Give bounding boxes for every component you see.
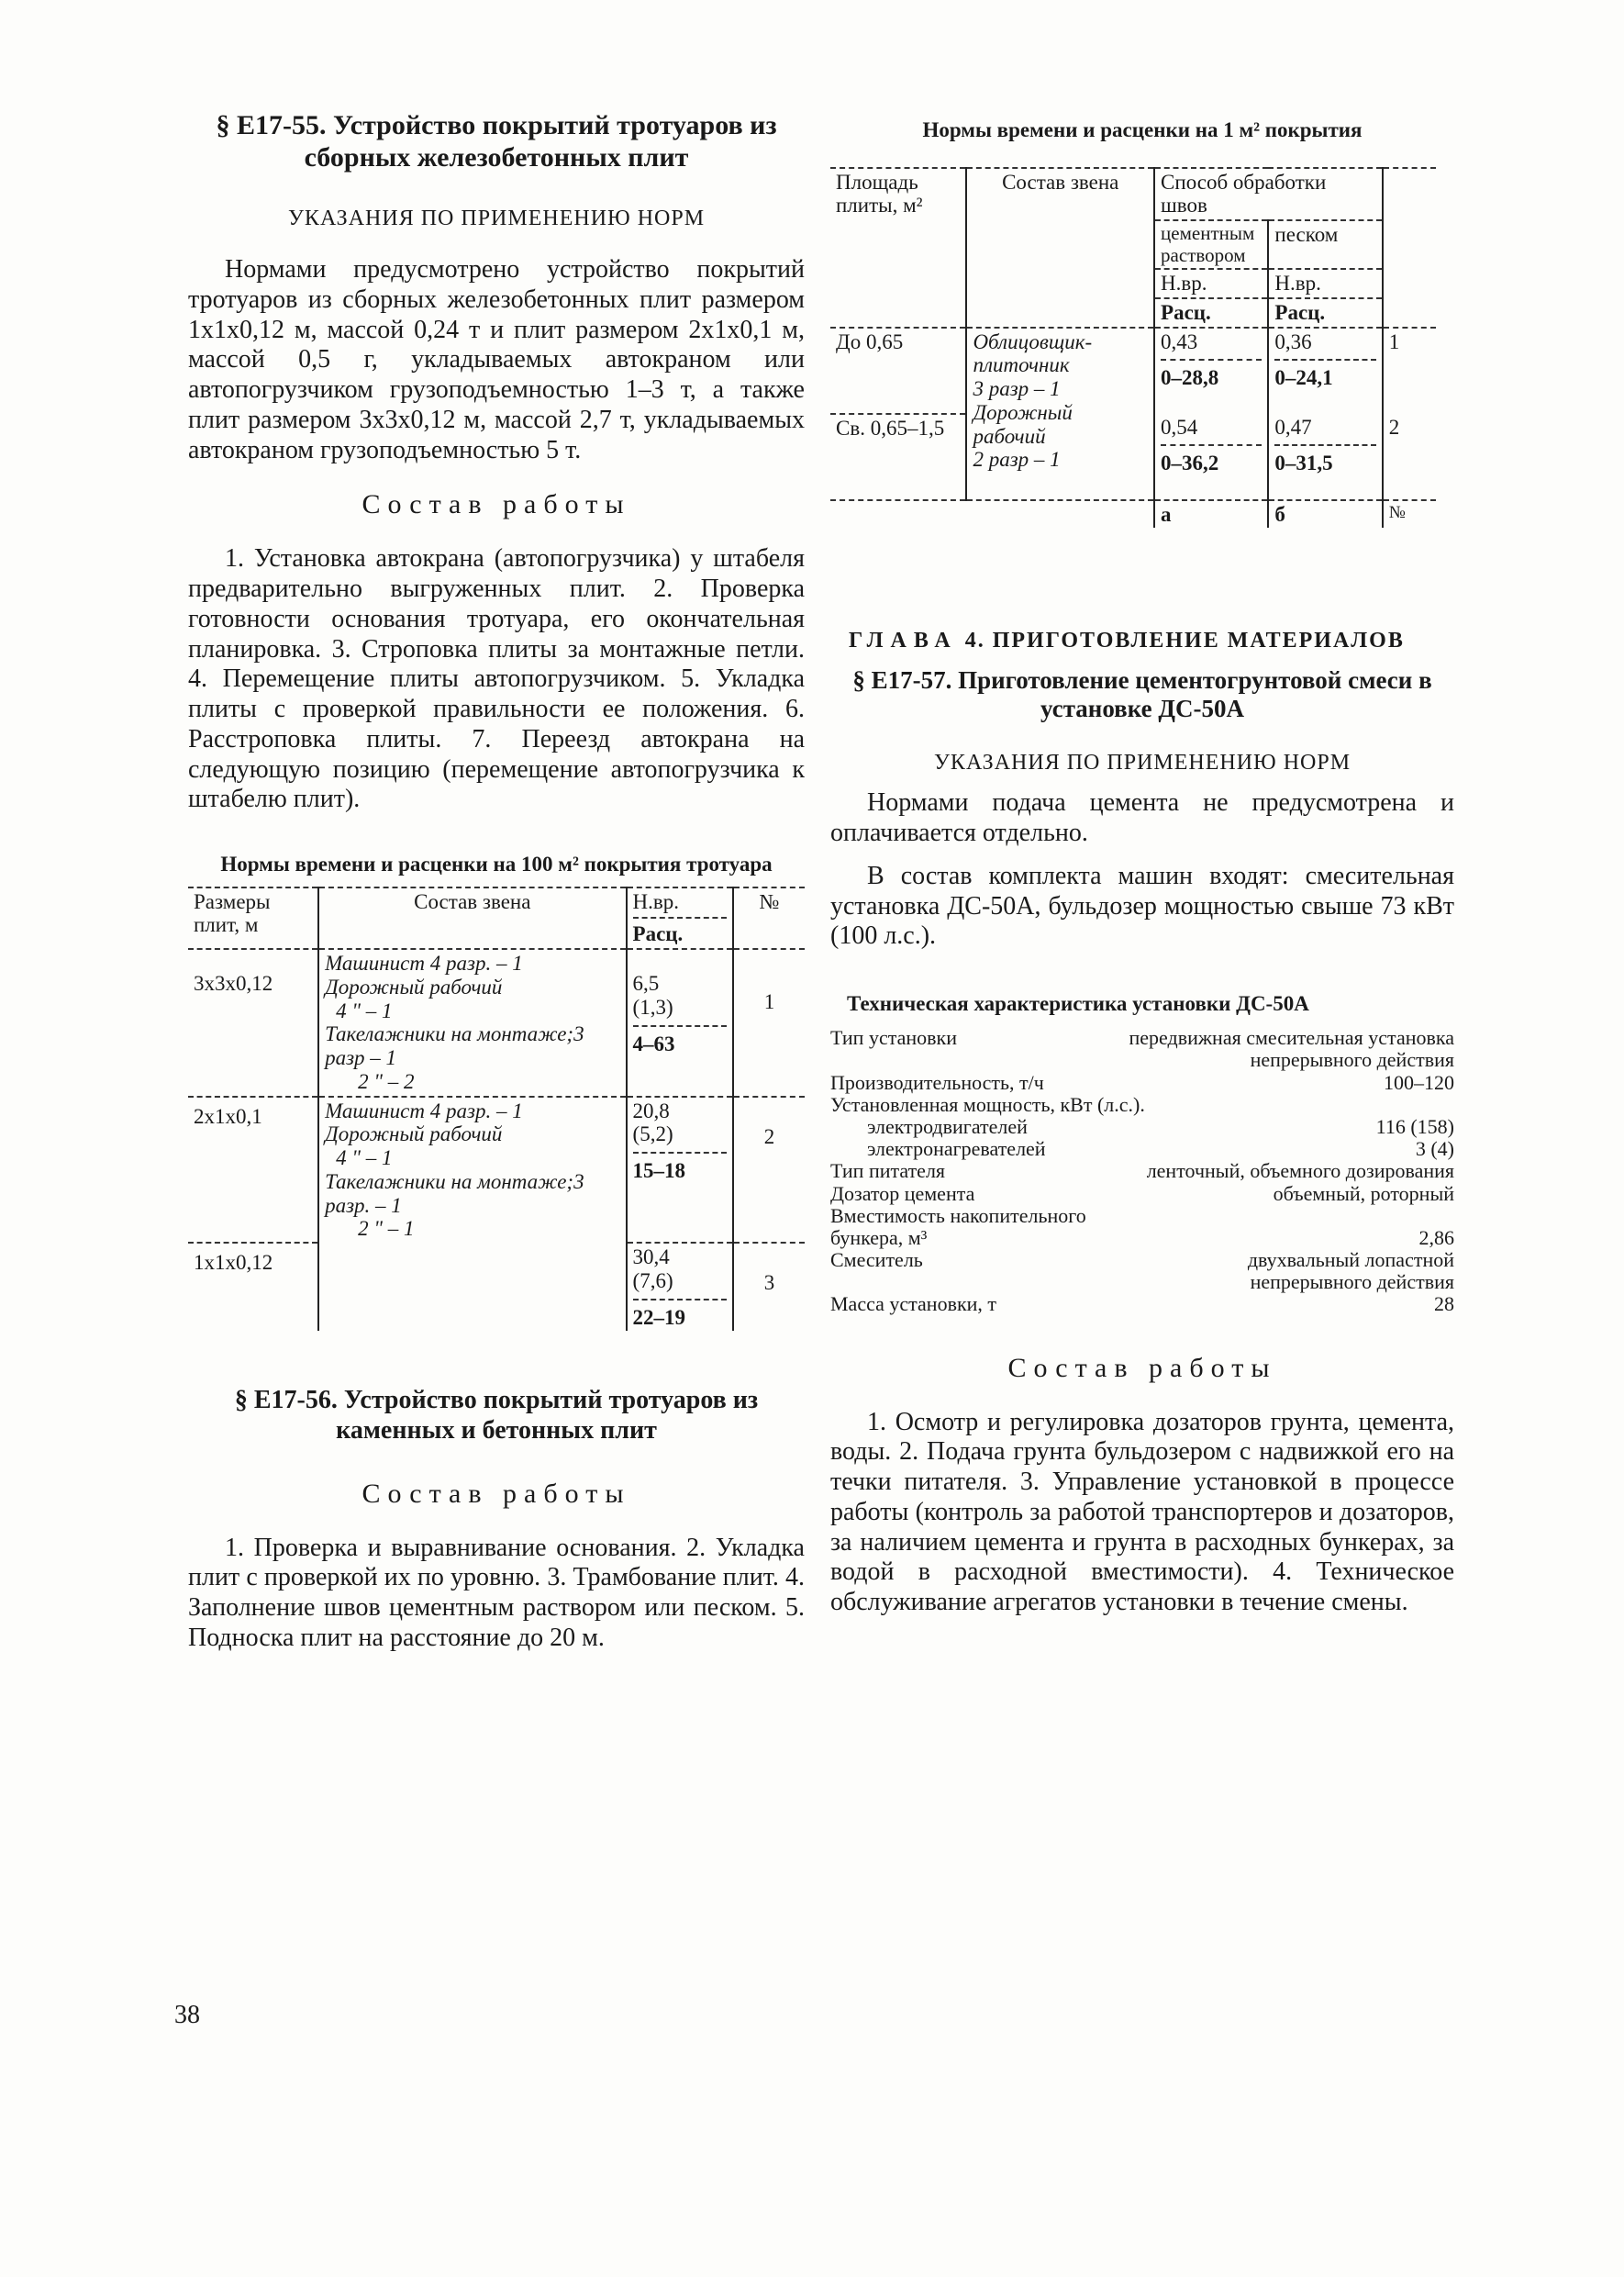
- header-crew: Состав звена: [966, 168, 1154, 328]
- spec-row: [830, 1160, 1454, 1182]
- row2-crew-line: Такелажники на монтаже;3 разр. – 1: [325, 1169, 584, 1217]
- spec-value: ленточный, объемного дозирования: [1146, 1159, 1454, 1183]
- row2-crew-line: Машинист 4 разр. – 1: [325, 1099, 523, 1122]
- norms-table-1m2: [830, 167, 1436, 529]
- row1-no: 1: [733, 949, 805, 1097]
- row3-nvr: [627, 1243, 733, 1331]
- row2-area: Св. 0,65–1,5: [830, 414, 966, 500]
- row2-size: 2х1х0,1: [188, 1097, 318, 1244]
- spec-label: Установленная мощность, кВт (л.с.).: [830, 1092, 1145, 1116]
- header-size: Размеры плит, м: [188, 887, 318, 950]
- row3-size: 1х1х0,12: [188, 1243, 318, 1331]
- header-no-blank: [1383, 269, 1436, 298]
- row1-crew-line: 2 " – 2: [358, 1069, 415, 1093]
- chapter-title: 4. ПРИГОТОВЛЕНИЕ МАТЕРИАЛОВ: [964, 629, 1405, 653]
- row1-sand: [1268, 328, 1382, 414]
- row2-sand: [1268, 414, 1382, 500]
- row2-cement: [1154, 414, 1268, 500]
- row1-cement: [1154, 328, 1268, 414]
- row2-no: 2: [1388, 415, 1400, 439]
- row1-crew-line: 4 " – 1: [336, 999, 393, 1022]
- spec-row: [830, 1249, 1454, 1293]
- spec-value: 100–120: [1384, 1070, 1454, 1094]
- row2-nvr-brackets: (5,2): [632, 1122, 673, 1146]
- spec-value: двухвальный лопастной непрерывного действия: [1247, 1248, 1454, 1294]
- header-no-blank: [1383, 298, 1436, 328]
- row3-rasc: 22–19: [633, 1299, 727, 1330]
- row2-cement-rasc: 0–36,2: [1161, 444, 1262, 475]
- table-header-row: [830, 168, 1436, 221]
- row3-nvr-value: 30,4: [632, 1245, 670, 1269]
- row2-nvr: [627, 1097, 733, 1244]
- row1-sand-rasc: 0–24,1: [1274, 359, 1375, 390]
- row2-crew-line: 2 " – 1: [358, 1217, 415, 1241]
- row1-rasc: 4–63: [633, 1025, 727, 1056]
- crew-cell: [966, 328, 1154, 500]
- header-no-blank: [1383, 168, 1436, 221]
- row1-crew: [318, 949, 626, 1097]
- norms-table-100m2: [188, 887, 805, 1332]
- spec-value: объемный, роторный: [1273, 1181, 1454, 1205]
- header-crew: Состав звена: [318, 887, 626, 950]
- header-rasc: Расц.: [633, 917, 727, 946]
- row1-nvr-brackets: (1,3): [632, 995, 673, 1019]
- spec-label: Дозатор цемента: [830, 1181, 975, 1205]
- row3-crew: [318, 1243, 626, 1331]
- row1-crew-line: Машинист 4 разр. – 1: [325, 952, 523, 976]
- row1-crew-line: Такелажники на монтаже;3 разр – 1: [325, 1022, 584, 1070]
- section-e17-55-title: § Е17-55. Устройство покрытий тротуаров из сборных железобетонных плит: [216, 110, 777, 173]
- row1-crew-line: Дорожный рабочий: [325, 975, 503, 999]
- section-e17-56-work-heading: Состав работы: [362, 1478, 631, 1509]
- spec-value: 116 (158): [1375, 1114, 1454, 1138]
- left-column: [188, 110, 805, 1661]
- footer-blank: [966, 500, 1154, 529]
- row2-crew: [318, 1097, 626, 1244]
- spec-row: [830, 1205, 1454, 1249]
- table-1-caption: Нормы времени и расценки на 100 м² покрытия тротуара: [220, 853, 773, 876]
- crew-line: Дорожный рабочий: [973, 400, 1073, 448]
- spec-value: 2,86: [1418, 1225, 1454, 1249]
- section-e17-56-title: § Е17-56. Устройство покрытий тротуаров из каменных и бетонных плит: [234, 1386, 759, 1445]
- section-e17-55-text: Нормами предусмотрено устройство покрытий тротуаров из сборных железобетонных плит размером 1х1х0,12 м, массой 0,24 т и плит размером 2х1х0,1 м, массой 0,5 г, укладываемых автокраном или автопогрузчиком грузоподъемностью 1–3 т, а также плит размером 3х3х0,12 м, массой 2,7 т, укладываемых автокраном грузоподъемностью 5 т.: [188, 255, 805, 464]
- table-row: [188, 1243, 805, 1331]
- header-rasc-1: Расц.: [1154, 298, 1268, 328]
- header-nvr-rasc: [627, 887, 733, 950]
- header-nvr-2: Н.вр.: [1268, 269, 1382, 298]
- header-sand: песком: [1268, 220, 1382, 269]
- header-method: Способ обработки швов: [1154, 168, 1383, 221]
- row3-nvr-brackets: (7,6): [632, 1268, 673, 1292]
- spec-row: [830, 1138, 1454, 1160]
- section-e17-55-subheading: УКАЗАНИЯ ПО ПРИМЕНЕНИЮ НОРМ: [287, 206, 706, 230]
- row1-cement-nvr: 0,43: [1161, 329, 1198, 353]
- spec-row: [830, 1072, 1454, 1094]
- crew-line: 2 разр – 1: [973, 448, 1061, 472]
- row1-size: 3х3х0,12: [194, 972, 273, 996]
- crew-line: 3 разр – 1: [973, 377, 1061, 401]
- spec-row: [830, 1027, 1454, 1071]
- section-e17-57-work-text: 1. Осмотр и регулировка дозаторов грунта, цемента, воды. 2. Подача грунта бульдозером с надвижкой его на течки питателя. 3. Управление установкой в процессе работы (контроль за работой транспортеров и дозаторов, за наличием цемента и грунта в расходных бункерах, за водой в расходной вместимости). 4. Техническое обслуживание агрегатов установки в течение смены.: [830, 1407, 1454, 1617]
- row2-rasc: 15–18: [633, 1152, 727, 1183]
- spec-row: [830, 1116, 1454, 1138]
- table-2-caption: Нормы времени и расценки на 1 м² покрытия: [922, 118, 1363, 141]
- row2-sand-rasc: 0–31,5: [1274, 444, 1375, 475]
- footer-b: б: [1268, 500, 1382, 529]
- spec-value: передвижная смесительная установка непрерывного действия: [1129, 1026, 1454, 1072]
- row2-no: 2: [733, 1097, 805, 1244]
- table-row: [830, 328, 1436, 414]
- section-e17-55-work-heading: Состав работы: [362, 489, 631, 520]
- section-e17-56-work-text: 1. Проверка и выравнивание основания. 2. Укладка плит с проверкой их по уровню. 3. Трамбование плит. 4. Заполнение швов цементным раствором или песком. 5. Подноска плит на расстояние до 20 м.: [188, 1533, 805, 1652]
- table-row: [188, 1097, 805, 1244]
- header-no: №: [733, 887, 805, 950]
- row1-sand-nvr: 0,36: [1274, 329, 1312, 353]
- right-column: [830, 117, 1454, 1625]
- section-e17-57-text-1: Нормами подача цемента не предусмотрена и оплачивается отдельно.: [830, 788, 1454, 848]
- spec-row: [830, 1183, 1454, 1205]
- footer-blank: [830, 500, 966, 529]
- spec-label: Смеситель: [830, 1248, 923, 1272]
- table-header-row: [188, 887, 805, 950]
- chapter-label: ГЛАВА: [849, 629, 958, 653]
- row1-nvr: [627, 949, 733, 1097]
- spec-label: электродвигателей: [867, 1114, 1028, 1138]
- footer-a: а: [1154, 500, 1268, 529]
- section-e17-57-subheading: УКАЗАНИЯ ПО ПРИМЕНЕНИЮ НОРМ: [933, 751, 1351, 776]
- table-footer-row: [830, 500, 1436, 529]
- spec-label: Вместимость накопительного бункера, м³: [830, 1203, 1086, 1249]
- section-e17-55-work-text: 1. Установка автокрана (автопогрузчика) у штабеля предварительно выгруженных плит. 2. Проверка готовности основания тротуара, его окончательная планировка. 3. Строповка плиты за монтажные петли. 4. Перемещение плиты автопогрузчиком. 5. Укладка плиты с проверкой правильности ее положения. 6. Расстроповка плиты. 7. Переезд автокрана на следующую позицию (перемещение автопогрузчика к штабелю плит).: [188, 544, 805, 814]
- row2-nvr-value: 20,8: [632, 1099, 670, 1122]
- row1-area: До 0,65: [830, 328, 966, 414]
- table-row: [188, 949, 805, 1097]
- spec-row: [830, 1094, 1454, 1116]
- crew-line: Облицовщик-плиточник: [973, 329, 1093, 377]
- row2-crew-line: Дорожный рабочий: [325, 1122, 503, 1146]
- section-e17-57-title: § Е17-57. Приготовление цементогрунтовой смеси в установке ДС-50А: [852, 666, 1432, 723]
- spec-label: электронагревателей: [867, 1137, 1046, 1161]
- row2-crew-line: 4 " – 1: [336, 1146, 393, 1170]
- row1-no: 1: [1383, 328, 1436, 414]
- spec-title: Техническая характеристика установки ДС-50А: [847, 992, 1309, 1016]
- row2-sand-nvr: 0,47: [1274, 415, 1312, 439]
- spec-list: [830, 1027, 1454, 1315]
- row1-cement-rasc: 0–28,8: [1161, 359, 1262, 390]
- spec-label: Масса установки, т: [830, 1292, 997, 1316]
- spec-value: 3 (4): [1415, 1137, 1454, 1161]
- row1-nvr-value: 6,5: [632, 972, 660, 996]
- spec-row: [830, 1293, 1454, 1315]
- row2-cement-nvr: 0,54: [1161, 415, 1198, 439]
- header-rasc-2: Расц.: [1268, 298, 1382, 328]
- header-nvr-1: Н.вр.: [1154, 269, 1268, 298]
- header-area: Площадь плиты, м²: [830, 168, 966, 328]
- spec-value: 28: [1434, 1292, 1454, 1316]
- header-nvr: Н.вр.: [632, 889, 680, 913]
- spec-label: Тип установки: [830, 1026, 957, 1050]
- header-no-blank: [1383, 220, 1436, 269]
- section-e17-57-work-heading: Состав работы: [1007, 1352, 1277, 1383]
- spec-label: Производительность, т/ч: [830, 1070, 1044, 1094]
- row3-no: 3: [733, 1243, 805, 1331]
- footer-no: №: [1383, 500, 1436, 529]
- page-number: 38: [174, 2001, 200, 2029]
- section-e17-57-text-2: В состав комплекта машин входят: смесительная установка ДС-50А, бульдозер мощностью свыше 73 кВт (100 л.с.).: [830, 861, 1454, 951]
- chapter-heading: [849, 629, 1454, 653]
- spec-label: Тип питателя: [830, 1159, 946, 1183]
- header-cement: цементным раствором: [1154, 220, 1268, 269]
